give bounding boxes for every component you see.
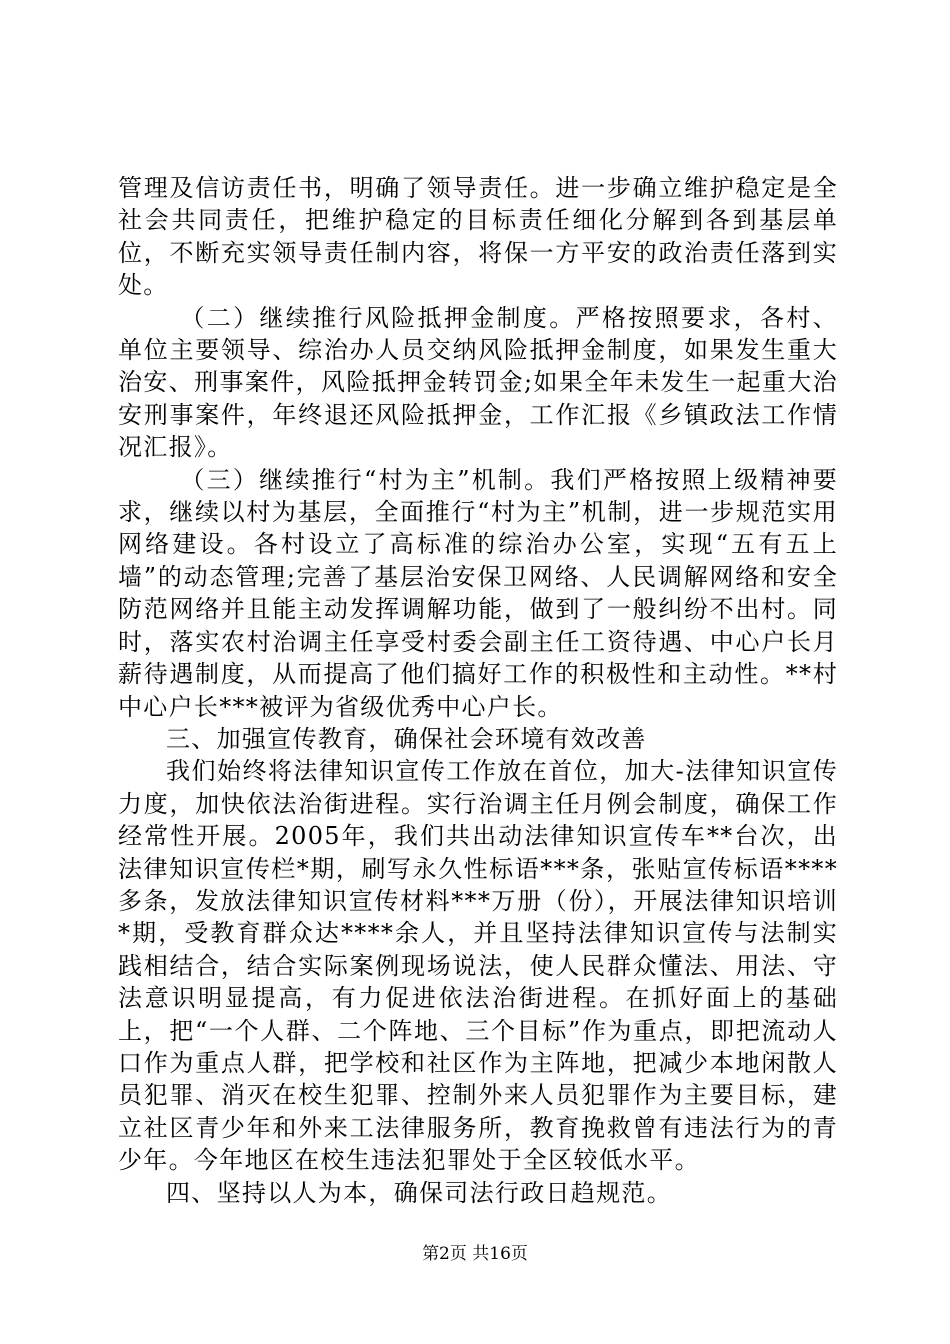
section-heading-3: 三、加强宣传教育，确保社会环境有效改善 (166, 724, 647, 753)
section-heading-4: 四、坚持以人为本，确保司法行政日趋规范。 (166, 1178, 672, 1207)
paragraph-1: 管理及信访责任书，明确了领导责任。进一步确立维护稳定是全社会共同责任，把维护稳定的目标责任细化分解到各到基层单位，不断充实领导责任制内容，将保一方平安的政治责任落到实处。 (118, 174, 838, 300)
page-number: 第2页 共16页 (422, 1244, 528, 1264)
document-body (118, 172, 838, 1209)
paragraph-2: （二）继续推行风险抵押金制度。严格按照要求，各村、单位主要领导、综治办人员交纳风险抵押金制度，如果发生重大治安、刑事案件，风险抵押金转罚金;如果全年未发生一起重大治安刑事案件，年终退还风险抵押金，工作汇报《乡镇政法工作情况汇报》。 (118, 303, 838, 462)
page-footer (0, 1243, 950, 1265)
paragraph-4: 我们始终将法律知识宣传工作放在首位，加大-法律知识宣传力度，加快依法治街进程。实行治调主任月例会制度，确保工作经常性开展。2005年，我们共出动法律知识宣传车**台次，出法律知识宣传栏*期，刷写永久性标语***条，张贴宣传标语****多条，发放法律知识宣传材料***万册（份），开展法律知识培训*期，受教育群众达****余人，并且坚持法律知识宣传与法制实践相结合，结合实际案例现场说法，使人民群众懂法、用法、守法意识明显提高，有力促进依法治街进程。在抓好面上的基础上，把“一个人群、二个阵地、三个目标”作为重点，即把流动人口作为重点人群，把学校和社区作为主阵地，把减少本地闲散人员犯罪、消灭在校生犯罪、控制外来人员犯罪作为主要目标，建立社区青少年和外来工法律服务所，教育挽救曾有违法行为的青少年。今年地区在校生违法犯罪处于全区较低水平。 (118, 757, 838, 1175)
paragraph-3: （三）继续推行“村为主”机制。我们严格按照上级精神要求，继续以村为基层，全面推行“村为主”机制，进一步规范实用网络建设。各村设立了高标准的综治办公室，实现“五有五上墙”的动态管理;完善了基层治安保卫网络、人民调解网络和安全防范网络并且能主动发挥调解功能，做到了一般纠纷不出村。同时，落实农村治调主任享受村委会副主任工资待遇、中心户长月薪待遇制度，从而提高了他们搞好工作的积极性和主动性。**村中心户长***被评为省级优秀中心户长。 (118, 465, 838, 721)
